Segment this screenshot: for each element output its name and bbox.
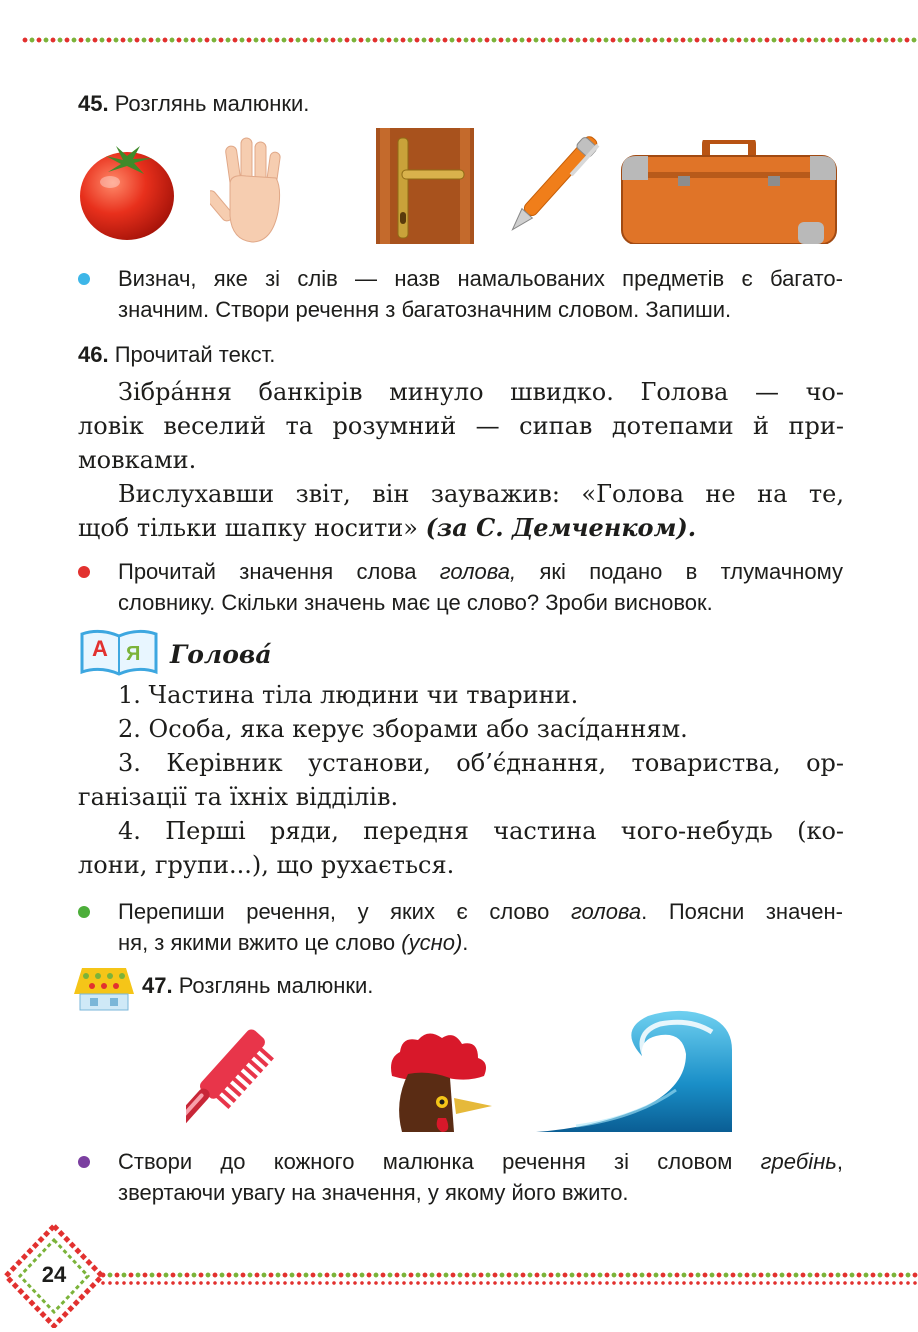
task-46-text: [78, 375, 844, 545]
meaning-line: ганізації та їхніх відділів.: [78, 783, 399, 811]
dictionary-letter-ya: Я: [126, 643, 141, 665]
instruction-fragment: які подано в тлумачному: [539, 559, 843, 584]
text-line: ловік веселий та розумний — сипав дотепами й при-: [78, 412, 844, 440]
task-46-instruction-2: [118, 896, 843, 958]
instruction-italic-word: (усно): [401, 930, 463, 955]
meaning-line: 3. Керівник установи, об’є́днання, товариства, ор-: [118, 749, 844, 777]
top-ornament-border: [22, 37, 918, 43]
instruction-fragment: Створи до кожного малюнка речення зі словом: [118, 1149, 733, 1174]
task-46-instruction: [118, 556, 843, 618]
page-number: 24: [41, 1262, 67, 1287]
text-line: мовками.: [78, 446, 197, 474]
text-line: Зібра́ння банкірів минуло швидко. Голова — чо-: [118, 378, 844, 406]
hand-image: [210, 132, 298, 244]
tomato-image: [78, 138, 176, 242]
instruction-line: звертаючи увагу на значення, у якому його вжито.: [118, 1180, 629, 1205]
door-handle-image: [376, 128, 474, 244]
task-45-title: Розглянь малюнки.: [114, 91, 310, 116]
instruction-fragment: ,: [836, 1149, 843, 1174]
task-45-instruction: [118, 263, 843, 325]
task-47-instruction: [118, 1146, 843, 1208]
instruction-line: Визнач, яке зі слів — назв намальованих предметів є багато-: [118, 266, 843, 291]
house-icon: [72, 966, 136, 1012]
instruction-fragment: Перепиши речення, у яких є слово: [118, 899, 550, 924]
task-45-heading: [78, 90, 309, 118]
comb-image: [186, 1026, 304, 1132]
bullet-red: [78, 566, 90, 578]
meaning-line: 4. Перші ряди, передня частина чого-небудь (ко-: [118, 817, 844, 845]
instruction-italic-word: голова,: [439, 559, 517, 584]
task-46-title: Прочитай текст.: [114, 342, 276, 367]
instruction-fragment: .: [462, 930, 469, 955]
pen-image: [504, 128, 604, 242]
instruction-fragment: Прочитай значення слова: [118, 559, 417, 584]
instruction-fragment: . Поясни значен-: [641, 899, 843, 924]
task-46-number: 46.: [78, 342, 109, 367]
text-line: Вислухавши звіт, він зауважив: «Голова не на те,: [118, 480, 844, 508]
bullet-blue: [78, 273, 90, 285]
suitcase-image: [618, 140, 840, 244]
instruction-fragment: ня, з якими вжито це слово: [118, 930, 396, 955]
rooster-head-image: [388, 1030, 496, 1132]
wave-image: [536, 1010, 732, 1132]
task-47-number: 47.: [142, 973, 173, 998]
task-47-title: Розглянь малюнки.: [178, 973, 374, 998]
task-47-heading: [142, 972, 373, 1000]
meaning-line: 2. Особа, яка керує зборами або засі́данням.: [118, 715, 688, 743]
bullet-green: [78, 906, 90, 918]
text-line: щоб тільки шапку носити»: [78, 514, 418, 542]
dictionary-meanings: [78, 678, 844, 882]
dictionary-book-icon: [78, 626, 160, 678]
task-45-number: 45.: [78, 91, 109, 116]
instruction-italic-word: гребінь: [760, 1149, 837, 1174]
instruction-line: словнику. Скільки значень має це слово? Зроби висновок.: [118, 590, 713, 615]
dictionary-word: Голова́: [170, 640, 272, 669]
bullet-purple: [78, 1156, 90, 1168]
meaning-line: 1. Частина тіла людини чи тварини.: [118, 681, 579, 709]
dictionary-letter-a: А: [92, 636, 108, 661]
bottom-ornament-border: [100, 1272, 918, 1286]
task-46-heading: [78, 341, 275, 369]
instruction-italic-word: голова: [570, 899, 642, 924]
instruction-line: значним. Створи речення з багатозначним словом. Запиши.: [118, 297, 732, 322]
text-source: (за С. Демченком).: [425, 513, 697, 542]
meaning-line: лони, групи...), що рухається.: [78, 851, 455, 879]
